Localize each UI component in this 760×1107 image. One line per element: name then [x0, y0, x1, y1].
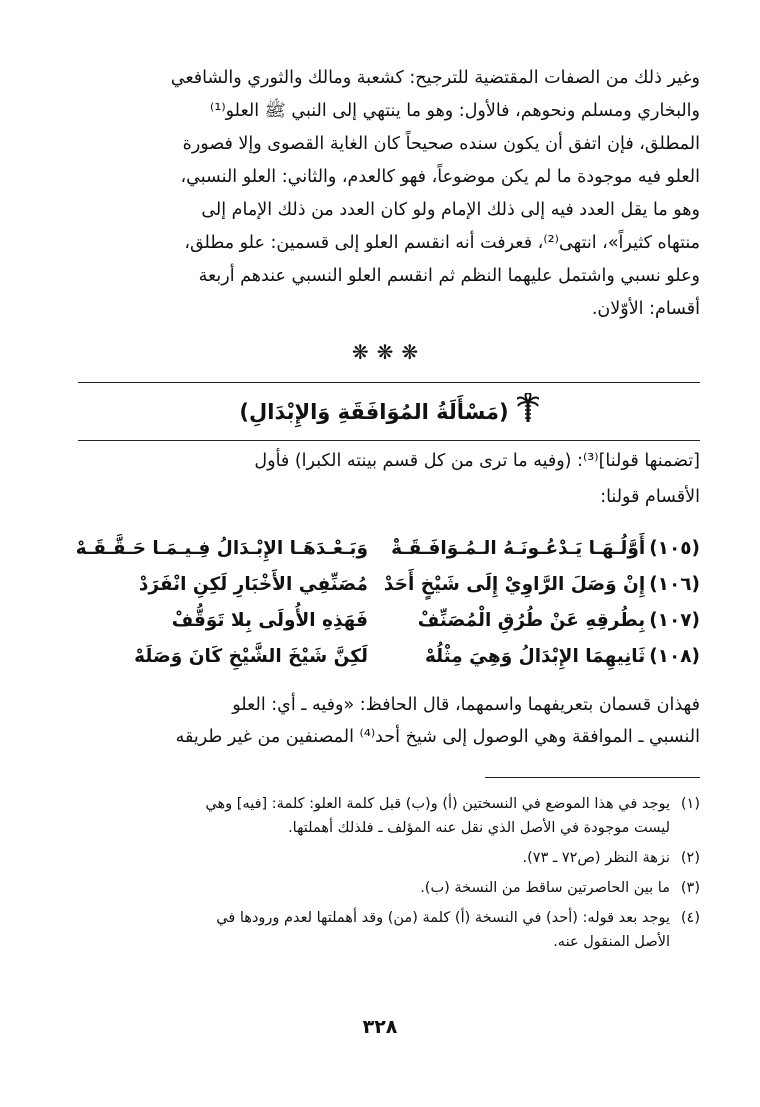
intro-line: [تضمنها قولنا]⁽³⁾: (وفيه ما ترى من كل قسم بينته الكبرا) فأول: [254, 451, 700, 471]
paragraph-line: وغير ذلك من الصفات المقتضية للترجيح: كشعبة ومالك والثوري والشافعي: [170, 68, 700, 88]
palm-ornament-icon: [517, 393, 539, 430]
footnotes: [78, 792, 700, 954]
section-heading: (مَسْأَلَةُ المُوَافَقَةِ وَالإِبْدَالِ): [239, 399, 509, 424]
footnote-line: يوجد بعد قوله: (أحد) في النسخة (أ) كلمة (من) وقد أهملتها لعدم ورودها في: [216, 910, 670, 926]
verse-row: [78, 567, 700, 603]
paragraph-line: منتهاه كثيراً»، انتهى⁽²⁾، فعرفت أنه انقسم العلو إلى قسمين: علو مطلق،: [184, 233, 700, 253]
footnote-line: الأصل المنقول عنه.: [553, 934, 670, 950]
paragraph-line: المطلق، فإن اتفق أن يكون سنده صحيحاً كان الغاية القصوى وإلا فصورة: [182, 134, 700, 154]
footnote: [78, 846, 700, 870]
verse-second-hemistich: فَهَذِهِ الأُولَى بِلا تَوَقُّفْ: [171, 610, 368, 631]
verse-number: (١٠٨): [649, 646, 700, 667]
after-line: فهذان قسمان بتعريفهما واسمهما، قال الحافظ: «وفيه ـ أي: العلو: [232, 695, 700, 715]
paragraph-line: وهو ما يقل العدد فيه إلى ذلك الإمام ولو كان العدد من ذلك الإمام إلى: [201, 200, 700, 220]
footnote-line: ليست موجودة في الأصل الذي نقل عنه المؤلف ـ فلذلك أهملتها.: [288, 820, 670, 836]
verse-number: (١٠٧): [649, 610, 700, 631]
paragraph-line: والبخاري ومسلم ونحوهم، فالأول: وهو ما ينتهي إلى النبي ﷺ العلو⁽¹⁾: [210, 101, 700, 121]
verse-first-hemistich: إِنْ وَصَلَ الرَّاوِيْ إِلَى شَيْخٍ أَحَدْ: [383, 574, 646, 595]
page-body: [75, 62, 700, 960]
section-heading-row: [78, 393, 700, 430]
paragraph-line: العلو فيه موجودة ما لم يكن موضوعاً، فهو كالعدم، والثاني: العلو النسبي،: [180, 167, 700, 187]
paragraph-line: وعلو نسبي واشتمل عليهما النظم ثم انقسم العلو النسبي عندهم أربعة: [198, 266, 700, 286]
verse-row: [78, 639, 700, 675]
verse-second-hemistich: لَكِنَّ شَيْخَ الشَّيْخِ كَانَ وَصَلَهْ: [134, 646, 368, 667]
verse-first-hemistich: أَوَّلُـهَـا يَـدْعُـونَـهُ الـمُـوَافَـقَـةْ: [391, 538, 646, 559]
main-paragraph: [78, 62, 700, 326]
verse-first-hemistich: بِطُرقِهِ عَنْ طُرُقِ الْمُصَنِّفْ: [417, 610, 646, 631]
footnote-number: (٢): [680, 850, 700, 866]
page-number: ٣٢٨: [362, 1016, 398, 1038]
verse-number: (١٠٥): [649, 538, 700, 559]
heading-bottom-rule: [78, 440, 700, 441]
poem-verses: [75, 531, 700, 675]
section-separator: ❋❋❋: [351, 340, 427, 364]
footnote: [78, 792, 700, 840]
intro-text: [78, 445, 700, 513]
after-line: النسبي ـ الموافقة وهي الوصول إلى شيخ أحد⁽⁴⁾ المصنفين من غير طريقه: [175, 727, 700, 747]
footnote-line: ما بين الحاصرتين ساقط من النسخة (ب).: [420, 880, 670, 896]
footnote-line: يوجد في هذا الموضع في النسختين (أ) و(ب) قبل كلمة العلو: كلمة: [فيه] وهي: [205, 796, 670, 812]
verse-number: (١٠٦): [649, 574, 700, 595]
footnote-line: نزهة النظر (ص٧٢ ـ ٧٣).: [522, 850, 670, 866]
footnote-number: (٣): [680, 880, 700, 896]
footnote-rule: [485, 777, 700, 778]
footnote-number: (١): [680, 796, 700, 812]
verse-first-hemistich: ثَانِيهِمَا الإِبْدَالُ وَهِيَ مِثْلُهْ: [424, 646, 646, 667]
verse-row: [75, 531, 700, 567]
verse-row: [78, 603, 700, 639]
after-verses-text: [78, 689, 700, 753]
footnote: [78, 876, 700, 900]
verse-second-hemistich: مُصَنِّفِي الأَخْبَارِ لَكِنِ انْفَرَدْ: [138, 574, 368, 595]
verse-second-hemistich: وَبَـعْـدَهَـا الإِبْـدَالُ فِـيـمَـا حَـقَّـقَـهْ: [75, 538, 368, 559]
footnote-number: (٤): [680, 910, 700, 926]
footnote: [78, 906, 700, 954]
intro-line: الأقسام قولنا:: [600, 487, 700, 507]
paragraph-line: أقسام: الأوّلان.: [591, 299, 700, 319]
heading-top-rule: [78, 382, 700, 383]
